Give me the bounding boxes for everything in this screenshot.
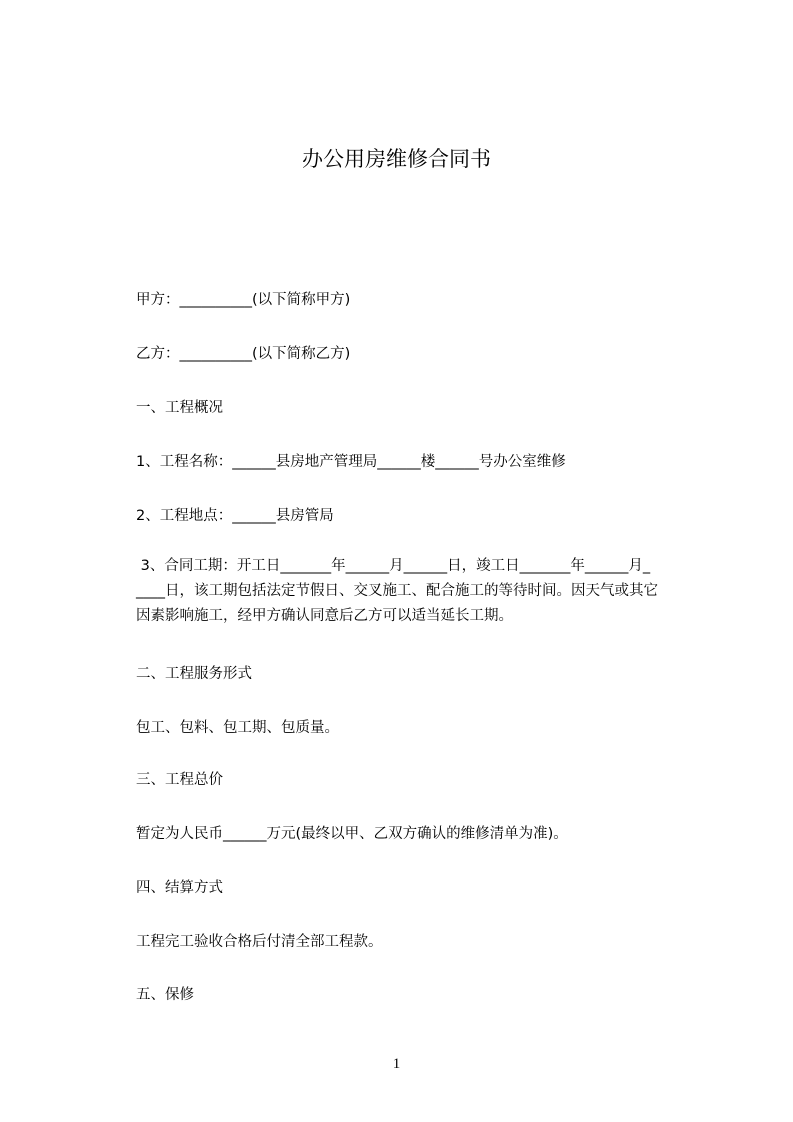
paragraph: 暂定为人民币______万元(最终以甲、乙双方确认的维修清单为准)。 [136, 826, 568, 842]
paragraph: 3、合同工期：开工日_______年______月______日，竣工日_______年______月_ [136, 558, 651, 574]
section-heading: 三、工程总价 [136, 772, 223, 788]
section-heading: 五、保修 [136, 987, 194, 1003]
page-number: 1 [392, 1056, 401, 1072]
party-a-line: 甲方：__________(以下简称甲方) [136, 292, 351, 308]
paragraph: 2、工程地点：______县房管局 [136, 508, 334, 524]
section-heading: 二、工程服务形式 [136, 666, 252, 682]
section-heading: 一、工程概况 [136, 400, 223, 416]
paragraph: 工程完工验收合格后付清全部工程款。 [136, 934, 383, 950]
party-b-line: 乙方：__________(以下简称乙方) [136, 346, 351, 362]
paragraph: ____日，该工期包括法定节假日、交叉施工、配合施工的等待时间。因天气或其它 [136, 583, 658, 599]
paragraph: 1、工程名称：______县房地产管理局______楼______号办公室维修 [136, 454, 566, 470]
paragraph: 因素影响施工，经甲方确认同意后乙方可以适当延长工期。 [136, 608, 513, 624]
document-title: 办公用房维修合同书 [302, 147, 491, 171]
section-heading: 四、结算方式 [136, 880, 223, 896]
paragraph: 包工、包料、包工期、包质量。 [136, 720, 339, 736]
